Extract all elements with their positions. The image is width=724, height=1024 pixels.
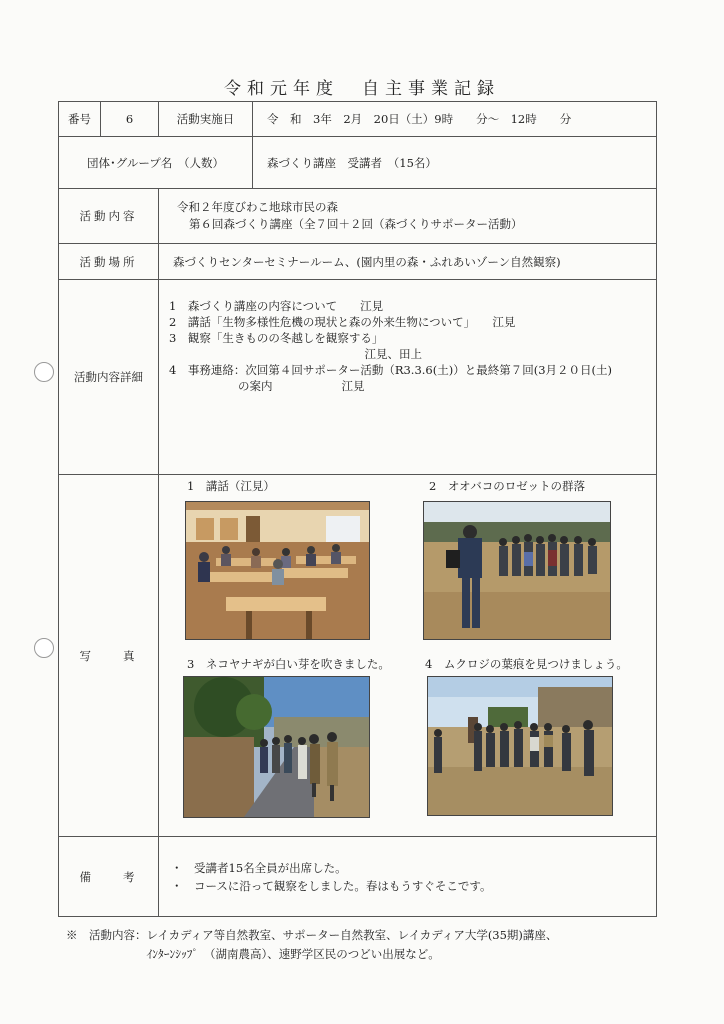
- page-title: 令和元年度 自主事業記録: [224, 79, 500, 99]
- number-value: 6: [101, 102, 159, 137]
- row-place: [59, 244, 657, 280]
- record-table: [58, 101, 657, 917]
- photos-content: [159, 475, 657, 837]
- place-label: 活動場所: [59, 244, 159, 280]
- detail-line: 2 講話「生物多様性危機の現状と森の外来生物について」 江見: [169, 315, 516, 329]
- footer-line-2: ｲﾝﾀｰﾝｼｯﾌﾟ （湖南農高）、速野学区民のつどい出展など。: [66, 947, 440, 961]
- activity-label: 活動内容: [59, 189, 159, 244]
- photo-path-walk: [183, 676, 370, 818]
- photo-lecture-room: [185, 501, 370, 640]
- date-value: 令 和 3年 2月 20日（土）9時 分～ 12時 分: [253, 102, 657, 137]
- detail-line: 3 観察「生きものの冬越しを観察する」: [169, 331, 384, 345]
- punch-hole-top: [34, 362, 54, 382]
- activity-line: 第６回森づくり講座（全７回＋２回（森づくりサポーター活動）: [189, 217, 523, 231]
- photo-caption-1: 1 講話（江見）: [187, 479, 275, 493]
- row-photos: [59, 475, 657, 837]
- photo-tree-observation: [427, 676, 613, 816]
- row-number-date: [59, 102, 657, 137]
- photo-field-group: [423, 501, 611, 640]
- photo-caption-2: 2 オオバコのロゼットの群落: [429, 479, 586, 493]
- photo-caption-3: 3 ネコヤナギが白い芽を吹きました。: [187, 657, 390, 671]
- note-line: ・ コースに沿って観察をしました。春はもうすぐそこです。: [171, 878, 492, 893]
- group-value: 森づくり講座 受講者 （15名）: [253, 137, 657, 189]
- footer-note: [66, 926, 557, 964]
- detail-line: の案内 江見: [169, 379, 365, 393]
- footer-line-1: ※ 活動内容：レイカディア等自然教室、サポーター自然教室、レイカディア大学(35期)講座、: [66, 928, 558, 942]
- detail-line: 4 事務連絡：次回第４回サポーター活動（R3.3.6(土)）と最終第７回(3月２０日(土): [169, 363, 612, 377]
- row-details: [59, 280, 657, 475]
- details-content: [159, 280, 657, 475]
- photos-label: 写 真: [59, 475, 159, 837]
- date-label: 活動実施日: [159, 102, 253, 137]
- row-activity: [59, 189, 657, 244]
- punch-hole-bottom: [34, 638, 54, 658]
- detail-line: 江見、田上: [169, 347, 422, 361]
- activity-content: [159, 189, 657, 244]
- place-value: 森づくりセンターセミナールーム、(園内里の森・ふれあいゾーン自然観察): [159, 244, 657, 280]
- details-label: 活動内容詳細: [59, 280, 159, 475]
- photo-caption-4: 4 ムクロジの葉痕を見つけましょう。: [425, 657, 628, 671]
- notes-content: [159, 837, 657, 917]
- row-group: [59, 137, 657, 189]
- detail-line: 1 森づくり講座の内容について 江見: [169, 299, 384, 313]
- notes-label: 備 考: [59, 837, 159, 917]
- group-label: 団体･グループ名 （人数）: [59, 137, 253, 189]
- activity-line: 令和２年度びわこ地球市民の森: [177, 200, 338, 214]
- row-notes: [59, 837, 657, 917]
- note-line: ・ 受講者15名全員が出席した。: [171, 860, 347, 875]
- number-label: 番号: [59, 102, 101, 137]
